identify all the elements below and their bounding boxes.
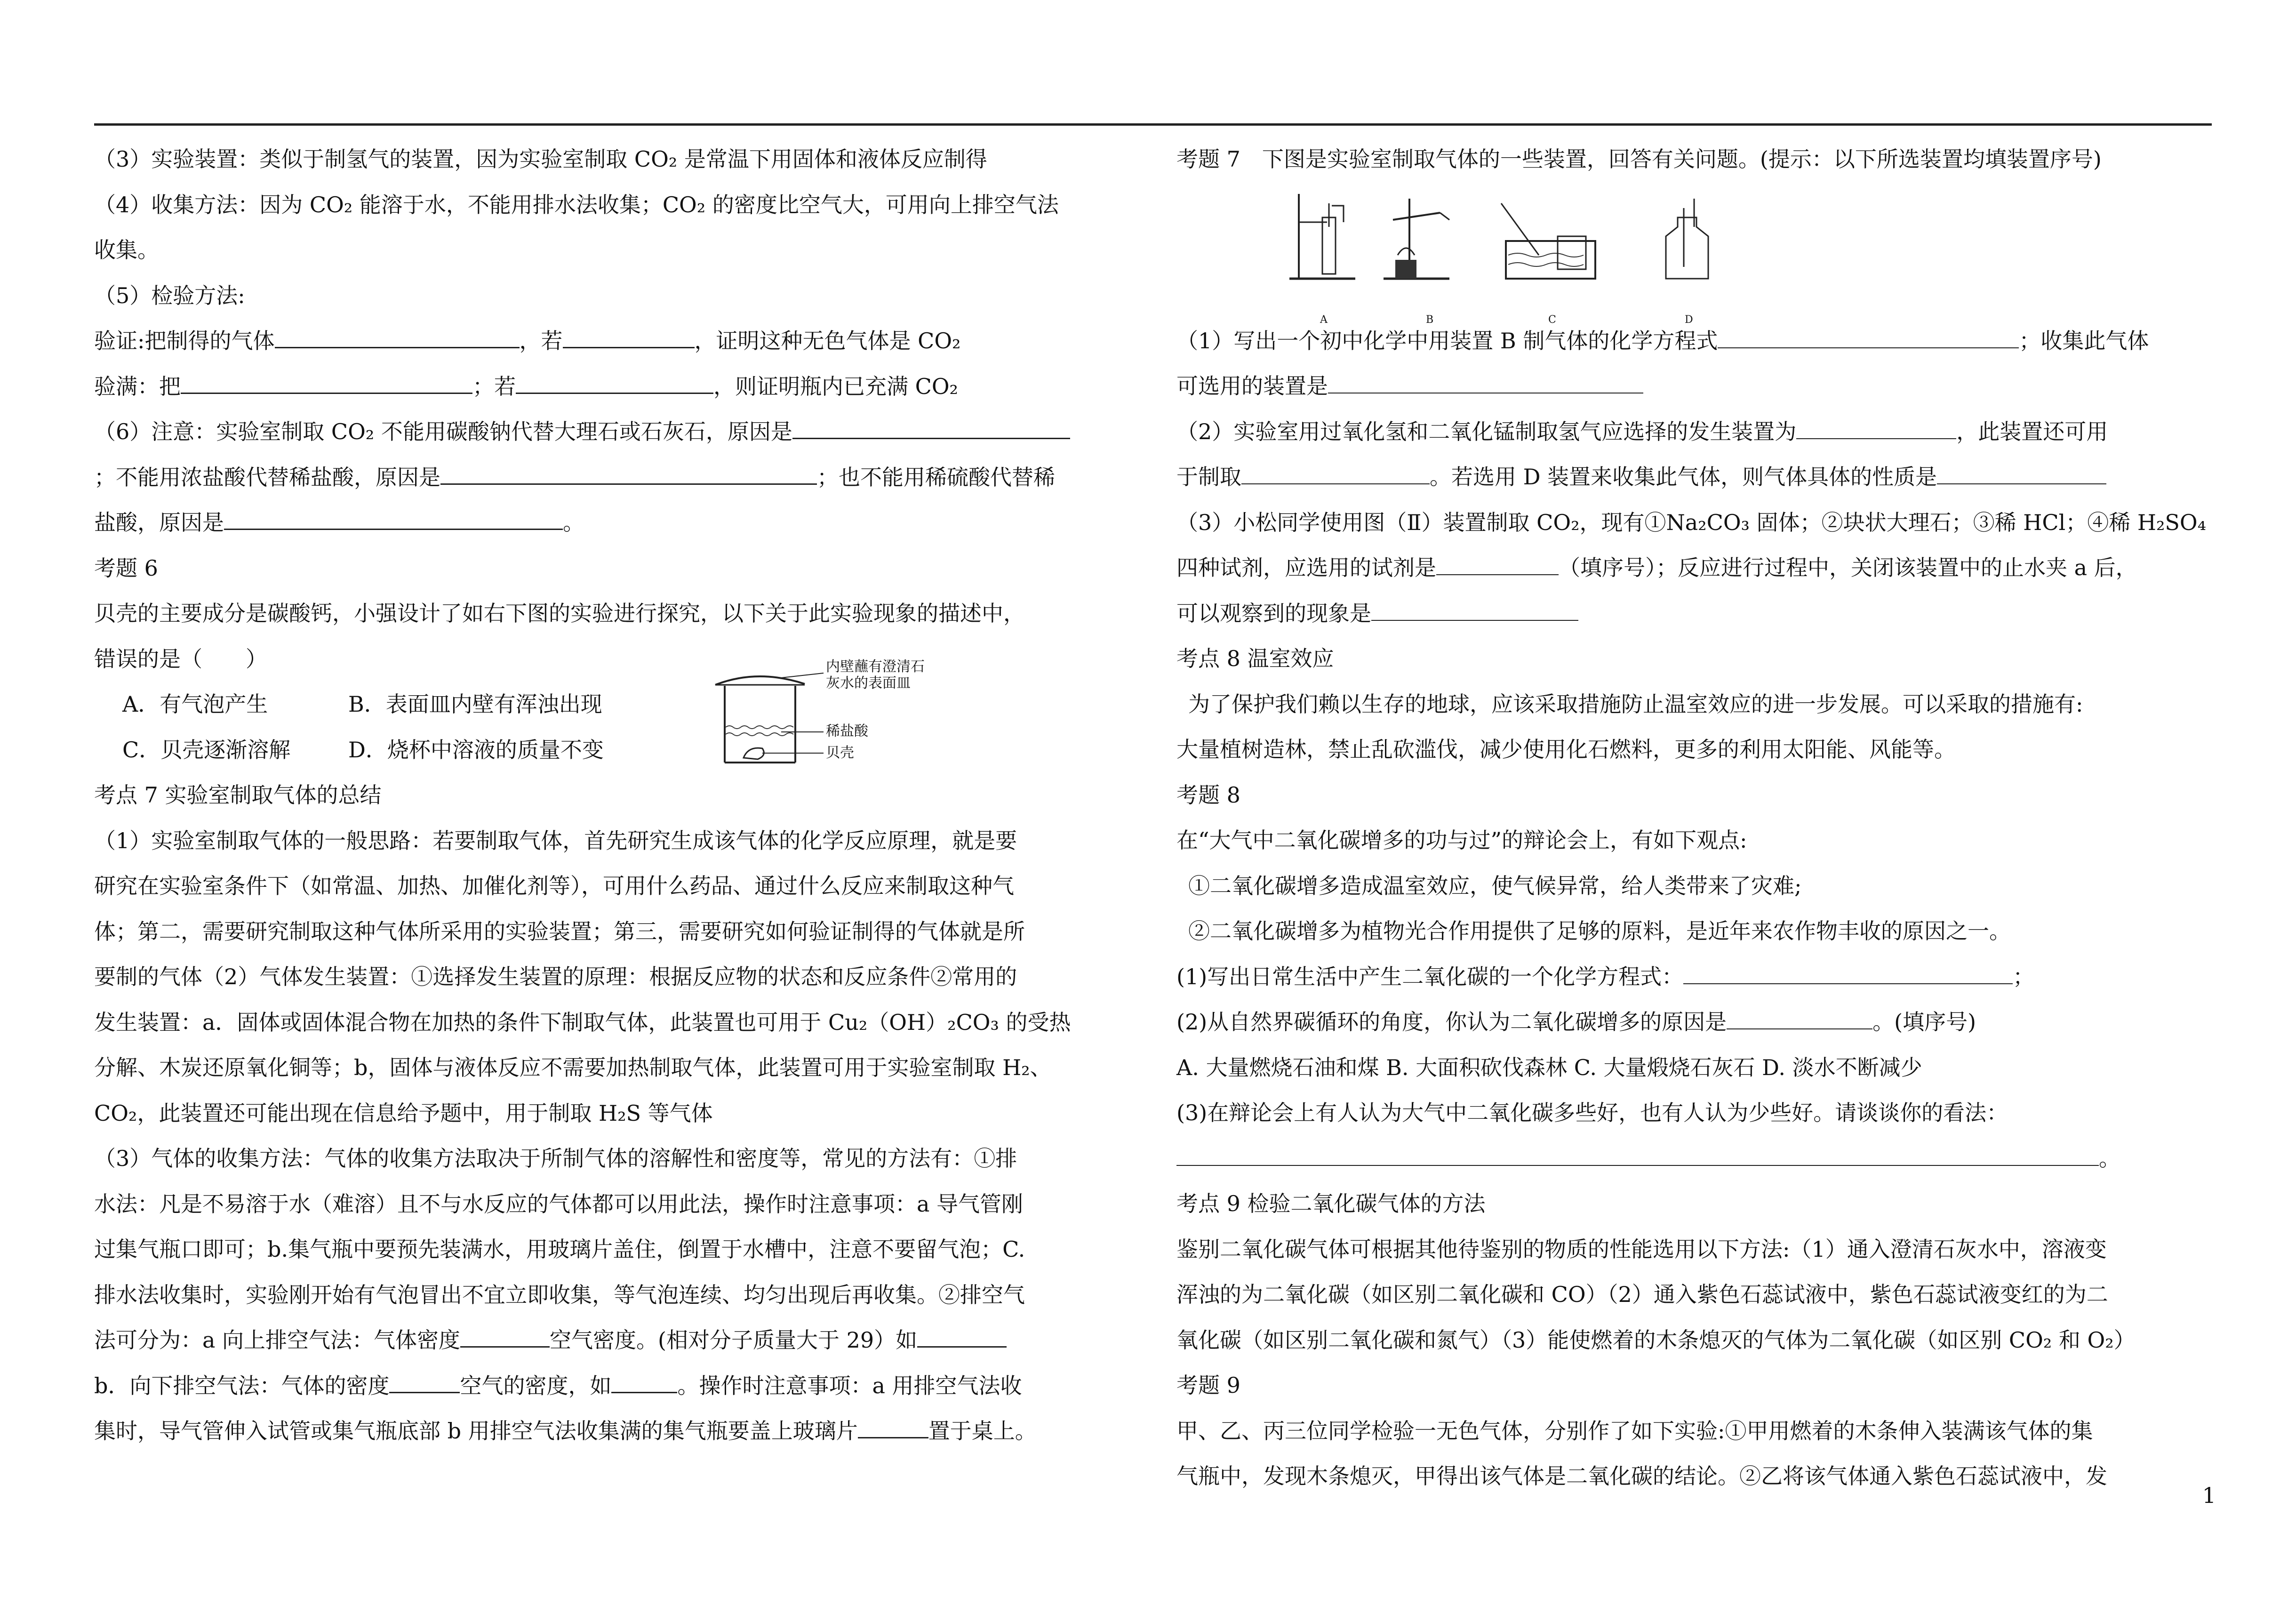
- text-line: 错误的是（ ）: [94, 646, 267, 672]
- text: ；: [2013, 964, 2035, 989]
- text-line: 排水法收集时，实验刚开始有气泡冒出不宜立即收集，等气泡连续、均匀出现后再收集。②排空气: [94, 1282, 1025, 1308]
- text-line: [1176, 409, 2212, 455]
- fill-blank[interactable]: [181, 372, 472, 394]
- text: 盐酸，原因是: [94, 510, 224, 535]
- fill-blank[interactable]: [1683, 963, 2013, 984]
- fill-blank[interactable]: [792, 417, 1070, 439]
- section-heading: 考点 7 实验室制取气体的总结: [94, 782, 382, 808]
- text: 。: [563, 510, 584, 535]
- text-line: （1）实验室制取气体的一般思路：若要制取气体，首先研究生成该气体的化学反应原理，就是要: [94, 827, 1017, 853]
- option-b[interactable]: B．表面皿内壁有浑浊出现: [348, 691, 602, 717]
- header-rule: [94, 123, 2212, 126]
- text-line: [1176, 363, 2212, 409]
- text: 集时，导气管伸入试管或集气瓶底部 b 用排空气法收集满的集气瓶要盖上玻璃片: [94, 1418, 858, 1444]
- fill-blank[interactable]: [275, 326, 520, 348]
- fill-blank[interactable]: [1727, 1008, 1872, 1029]
- fill-blank[interactable]: [1796, 418, 1956, 439]
- fill-blank[interactable]: [440, 463, 817, 485]
- text-line: 研究在实验室条件下（如常温、加热、加催化剂等），可用什么药品、通过什么反应来制取这种气: [94, 873, 1014, 899]
- fill-blank[interactable]: [1436, 554, 1559, 575]
- text-line: 为了保护我们赖以生存的地球，应该采取措施防止温室效应的进一步发展。可以采取的措施有:: [1188, 691, 2083, 717]
- text-line: CO₂，此装置还可能出现在信息给予题中，用于制取 H₂S 等气体: [94, 1100, 713, 1126]
- option-line: [94, 727, 1134, 773]
- fill-blank[interactable]: [611, 1371, 677, 1393]
- text: 于制取: [1176, 464, 1241, 490]
- text-line: [94, 318, 1134, 364]
- text: 空气密度。(相对分子质量大于 29）如: [550, 1327, 918, 1353]
- text-line: 氧化碳（如区别二氧化碳和氮气）（3）能使燃着的木条熄灭的气体为二氧化碳（如区别 CO₂ 和 O₂）: [1176, 1327, 2136, 1353]
- text: ；也不能用稀硫酸代替稀: [817, 464, 1055, 490]
- text-line: 大量植树造林，禁止乱砍滥伐，减少使用化石燃料，更多的利用太阳能、风能等。: [1176, 737, 1956, 762]
- text-line: （3）实验装置：类似于制氢气的装置，因为实验室制取 CO₂ 是常温下用固体和液体反应制得: [94, 146, 987, 172]
- question-heading: 考题 8: [1176, 782, 1240, 808]
- fill-blank[interactable]: [858, 1416, 928, 1438]
- text-line: ①二氧化碳增多造成温室效应，使气候异常，给人类带来了灾难;: [1188, 873, 1802, 899]
- text-line: [1176, 999, 2212, 1045]
- fill-blank[interactable]: [516, 372, 713, 394]
- text-line: （3）小松同学使用图（Ⅱ）装置制取 CO₂，现有①Na₂CO₃ 固体；②块状大理石；③稀 HCl；④稀 H₂SO₄: [1176, 509, 2207, 535]
- text-line: [1176, 454, 2212, 500]
- text-line: 要制的气体（2）气体发生装置：①选择发生装置的原理：根据反应物的状态和反应条件②常用的: [94, 964, 1017, 989]
- text-line: 收集。: [94, 237, 159, 263]
- question-heading: 考题 6: [94, 555, 158, 581]
- text-line: [94, 1408, 1134, 1454]
- figure-label: 贝壳: [826, 745, 854, 761]
- text-line: 水法：凡是不易溶于水（难溶）且不与水反应的气体都可以用此法，操作时注意事项：a 导气管刚: [94, 1191, 1024, 1217]
- section-heading: 考点 9 检验二氧化碳气体的方法: [1176, 1191, 1486, 1216]
- option-line: A. 大量燃烧石油和煤 B. 大面积砍伐森林 C. 大量煅烧石灰石 D. 淡水不断减少: [1176, 1054, 1922, 1080]
- text: ，此装置还可用: [1956, 418, 2108, 444]
- option-line: [94, 682, 1134, 727]
- text-line: [1176, 954, 2212, 1000]
- text: 四种试剂，应选用的试剂是: [1176, 555, 1436, 580]
- fill-blank[interactable]: [1937, 463, 2106, 484]
- fill-blank[interactable]: [1371, 599, 1578, 621]
- text-line: [1176, 545, 2212, 591]
- option-c[interactable]: C．贝壳逐渐溶解: [122, 737, 291, 763]
- text-line: 贝壳的主要成分是碳酸钙，小强设计了如右下图的实验进行探究，以下关于此实验现象的描述中，: [94, 601, 1025, 626]
- text-line: [94, 364, 1134, 410]
- text: b．向下排空气法：气体的密度: [94, 1373, 390, 1398]
- text: ；若: [472, 373, 516, 399]
- question-heading: 考题 9: [1176, 1373, 1240, 1398]
- text: 。若选用 D 装置来收集此气体，则气体具体的性质是: [1430, 464, 1937, 490]
- text: 。: [2099, 1145, 2120, 1171]
- text: ，若: [519, 328, 563, 353]
- text: 可选用的装置是: [1176, 373, 1328, 399]
- text-line: 浑浊的为二氧化碳（如区别二氧化碳和 CO）（2）通入紫色石蕊试液中，紫色石蕊试液变红的为二: [1176, 1282, 2108, 1307]
- text: 。操作时注意事项：a 用排空气法收: [677, 1373, 1022, 1398]
- text-line: （3）气体的收集方法：气体的收集方法取决于所制气体的溶解性和密度等，常见的方法有：①排: [94, 1146, 1017, 1171]
- option-a[interactable]: A．有气泡产生: [122, 691, 268, 717]
- figure-label-a: A: [1320, 313, 1328, 326]
- text-line: [1176, 318, 2212, 364]
- fill-blank[interactable]: [460, 1325, 550, 1348]
- text: 验满：把: [94, 373, 181, 399]
- text: (2)从自然界碳循环的角度，你认为二氧化碳增多的原因是: [1176, 1009, 1727, 1035]
- text: 可以观察到的现象是: [1176, 600, 1371, 626]
- text-line: [94, 409, 1134, 455]
- page-number: 1: [2202, 1483, 2216, 1508]
- fill-blank[interactable]: [224, 508, 563, 530]
- text: 空气的密度，如: [460, 1373, 612, 1398]
- text-line: [94, 455, 1134, 500]
- text: 验证:把制得的气体: [94, 328, 275, 353]
- text-line: [94, 1363, 1134, 1409]
- fill-blank[interactable]: [1328, 372, 1643, 393]
- text-line: 甲、乙、丙三位同学检验一无色气体，分别作了如下实验:①甲用燃着的木条伸入装满该气体的集: [1176, 1418, 2093, 1444]
- text: （2）实验室用过氧化氢和二氧化锰制取氢气应选择的发生装置为: [1176, 418, 1797, 444]
- text: ，则证明瓶内已充满 CO₂: [713, 373, 958, 399]
- shell-experiment-figure: [711, 657, 974, 774]
- text-line: (3)在辩论会上有人认为大气中二氧化碳多些好，也有人认为少些好。请谈谈你的看法：: [1176, 1100, 2008, 1125]
- text: （1）写出一个初中化学中用装置 B 制气体的化学方程式: [1176, 328, 1718, 353]
- figure-label-d: D: [1685, 313, 1693, 326]
- fill-blank[interactable]: [563, 326, 695, 348]
- text: （填序号）；反应进行过程中，关闭该装置中的止水夹 a 后，: [1559, 555, 2137, 580]
- fill-blank[interactable]: [1241, 463, 1430, 484]
- figure-label-c: C: [1548, 313, 1556, 326]
- text-line: （5）检验方法:: [94, 282, 245, 308]
- option-d[interactable]: D．烧杯中溶液的质量不变: [348, 737, 604, 763]
- text-line: 在“大气中二氧化碳增多的功与过”的辩论会上，有如下观点:: [1176, 827, 1747, 853]
- text-line: 鉴别二氧化碳气体可根据其他待鉴别的物质的性能选用以下方法:（1）通入澄清石灰水中，溶液变: [1176, 1236, 2107, 1262]
- fill-blank[interactable]: [1176, 1144, 2099, 1166]
- text: (1)写出日常生活中产生二氧化碳的一个化学方程式：: [1176, 964, 1684, 989]
- section-heading: 考点 8 温室效应: [1176, 646, 1334, 671]
- text: ；不能用浓盐酸代替稀盐酸，原因是: [94, 464, 440, 490]
- apparatus-figure: [1176, 182, 2212, 326]
- fill-blank[interactable]: [389, 1371, 460, 1393]
- figure-label: 稀盐酸: [826, 723, 868, 739]
- text: 法可分为：a 向上排空气法：气体密度: [94, 1327, 461, 1353]
- text-line: （4）收集方法：因为 CO₂ 能溶于水，不能用排水法收集；CO₂ 的密度比空气大，可用向上排空气法: [94, 192, 1059, 217]
- text-line: 分解、木炭还原氧化铜等；b，固体与液体反应不需要加热制取气体，此装置可用于实验室制取 H₂、: [94, 1055, 1052, 1080]
- text-line: 发生装置：a．固体或固体混合物在加热的条件下制取气体，此装置也可用于 Cu₂（OH）₂CO₃ 的受热: [94, 1009, 1071, 1035]
- text: （6）注意：实验室制取 CO₂ 不能用碳酸钠代替大理石或石灰石，原因是: [94, 419, 792, 444]
- text-line: 体；第二，需要研究制取这种气体所采用的实验装置；第三，需要研究如何验证制得的气体就是所: [94, 918, 1025, 944]
- figure-label: 灰水的表面皿: [826, 675, 911, 691]
- text-line: [94, 1317, 1134, 1363]
- figure-label-b: B: [1426, 313, 1434, 326]
- figure-label: 内壁蘸有澄清石: [826, 658, 925, 675]
- text-line: ②二氧化碳增多为植物光合作用提供了足够的原料，是近年来农作物丰收的原因之一。: [1188, 918, 2011, 944]
- text-line: 过集气瓶口即可；b.集气瓶中要预先装满水，用玻璃片盖住，倒置于水槽中，注意不要留气泡；C.: [94, 1237, 1025, 1262]
- right-column: [1176, 137, 2212, 1499]
- text-line: [94, 500, 1134, 546]
- text: ；收集此气体: [2019, 328, 2149, 353]
- text: ，证明这种无色气体是 CO₂: [694, 328, 961, 353]
- text-line: [1176, 591, 2212, 636]
- text-line: [1176, 1136, 2212, 1181]
- text: 置于桌上。: [928, 1418, 1037, 1444]
- apparatus-diagram: [1285, 185, 1755, 307]
- text: 。(填序号): [1872, 1009, 1976, 1035]
- fill-blank[interactable]: [917, 1325, 1007, 1348]
- text-line: 气瓶中，发现木条熄灭，甲得出该气体是二氧化碳的结论。②乙将该气体通入紫色石蕊试液中，发: [1176, 1463, 2107, 1489]
- left-column: [94, 137, 1134, 1454]
- fill-blank[interactable]: [1718, 327, 2019, 348]
- question-heading: 考题 7 下图是实验室制取气体的一些装置，回答有关问题。(提示：以下所选装置均填装置序号): [1176, 146, 2102, 172]
